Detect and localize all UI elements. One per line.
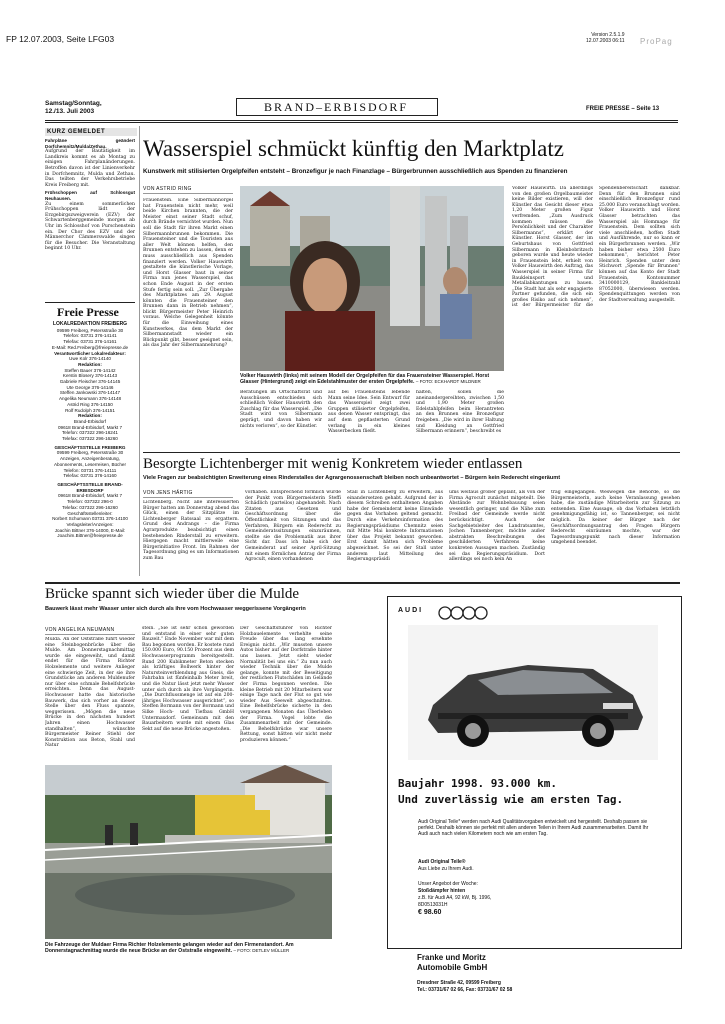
audi-tagline-1: Audi Original Teile®: [418, 859, 466, 865]
gs2-line: Joachin Bittner 376-14000, E-Mail:: [54, 527, 126, 533]
redaktion-title: LOKALREDAKTION FREIBERG: [52, 321, 128, 327]
article1-end-rule: [143, 452, 680, 453]
sidebar-rule: [45, 302, 135, 303]
article2-col4: ums weitaus größer geplant, als von der Firma Agrocult zunächst mitgeteilt. Die Abstände zur Wohnbebauung seien wesentlich geringer, und die Nähe zum Freibad der Gemeinde werde nicht berücksichtigt. Auch der Sachgebietsleiter des Landratsamtes, Jochen Tannenberger, möchte außer abstrakten Beschreibungen des geschilderten Verfahrens keine konkreten Aussagen machen. Zuständig sei das Regierungspräsidium. Dort allerdings sei noch kein An: [449, 490, 545, 563]
ad-dealer-1: Franke und Moritz: [417, 953, 486, 962]
date-line-1: Samstag/Sonntag,: [45, 100, 102, 107]
article1-photo-credit: – FOTO: ECKHARDT MILDNER: [415, 379, 481, 384]
article1-col1: Frauenstein. Eine Silbermannorgel hat Frauenstein nicht mehr, weil beide Kirchen brannten, die der Meister einst seiner Stadt schuf, durch Brände vernichtet wurden. Nun soll die Stadt für ihren Markt einen Silbermannbrunnen bekommen. Die Frauensteiner und die Touristen aus aller Welt können helfen, den Brunnen entstehen zu lassen, denn er muss ausschließlich aus Spenden finanziert werden. Volker Hauswirth gestaltete die künstlerische Vorlage, und Horst Glasser baut in seiner Firma nun jenes Wasserspiel, das schon Ende August in der ersten Stufe fertig sein soll. „Zur Übergabe des Marktplatzes am 29. August könnten die Frauensteiner den Brunnen dann in Betrieb nehmen“, blickt Bürgermeister Peter Heinrich voraus. Welche Gelegenheit könnte für die Einweihung eines Kunstwerkes, das dem Markt der Silbermannstadt wieder ein Blickpunkt gibt, besser geeignet sein, als das Jahr der Silbermannehrung?: [143, 198, 233, 349]
article1-subhead: Kunstwerk mit stilisierten Orgelpfeifen entsteht – Bronzefigur je nach Finanzlage – Bürgerbrunnen ausschließlich aus Spenden zu finanzieren: [143, 168, 568, 175]
redaktion2-line: Telefax: 037322 296-16260: [62, 436, 118, 442]
article3-caption-text: Die Fahrzeuge der Muldaer Firma Richter Holzelemente gelangen wieder auf den Firmenstandort. Am Donnerstagnachmittag wurde die neue Brücke an der Oststraße eingeweiht.: [45, 942, 294, 954]
header-rule: [45, 120, 678, 121]
gs2-line: Geschäftsstellenleiter:: [67, 510, 113, 516]
verantwortlich-name: Uwe Kolr 376-14140: [69, 356, 111, 362]
audi-body: Audi Original Teile* werden nach Audi Qualitätsvorgaben entwickelt und hergestellt. Deshalb passen sie perfekt. Deshalb können sie perfekt mit allen anderen Teilen in Ihrem Audi zusammenarbeiten. Damit Ihr Audi auch nach vielen Kilometern noch wie am ersten Tag.: [418, 819, 649, 838]
article3-photo: [45, 765, 332, 939]
staff-line: Kerstin Blosery 376-14143: [62, 373, 118, 379]
page-id: FP 12.07.2003, Seite LFG03: [6, 34, 115, 44]
gs2-line: Telefax: 037322 296-16260: [62, 504, 118, 510]
staff-line: Ute George 376-14146: [66, 384, 114, 390]
section-title: BRAND–ERBISDORF: [263, 100, 409, 114]
audi-offer-intro: Unser Angebot der Woche:: [418, 881, 478, 887]
article2-col1: Lichtenberg. Nicht alle interessierten Bürger hatten am Donnerstag abend das Glück, einen der Sitzplätze im Lichtenberger Ratssaal zu ergattern. Grund des Andrangs – die Firma Agrarprodukte beabsichtigt einen bestehenden Rinderstall zu erweitern. Hiergegen macht mittlerweile eine Bürgerinitiative Front. Im Rahmen der Tagesordnung ging es um Informationen zum Bau: [143, 500, 239, 561]
article1-photo-caption: [240, 373, 504, 385]
header-date: [45, 100, 102, 115]
article2-headline: Besorgte Lichtenberger mit wenig Konkretem wieder entlassen: [143, 456, 523, 472]
gs1-line: Telefon: 03731 376-14111: [63, 467, 117, 473]
byline-rule-3: [45, 634, 135, 635]
sidebar-divider: [139, 126, 140, 576]
gs2-line: Norbert Schumann 03731 376-14100: [52, 516, 128, 522]
article1-headline: Wasserspiel schmückt künftig den Marktplatz: [143, 136, 564, 161]
article1-right-col: Volker Hauswirth. Da allerdings von den großen Orgelbaumeister keine Bilder existieren, will der Künstler das Gesicht dieser etwa 1,20 Meter großen Figur verfremden. „Zum Ausdruck kommen müssen die Persönlichkeit und der Charakter Silbermanns“, erklärt der Künstler. Horst Glasser, der im Geburtshaus von Gottfried Silbermann in Kleinbobritzsch geboren wurde und heute wieder in Frauenstein lebt, erhielt von Volker Hauswirth den Auftrag, das Wasserspiel in seiner Firma für Baukleinsport und Metallabkantungen zu bauen. „Die Stadt hat als sehr engagierte Partner gefunden, die sich ein großes Risiko auf sich nehmen“, ist der Bürgermeister für die Spendenbereitschaft dankbar. Denn für den Brunnen sind einschließlich Bronzefigur rund 25.000 Euro veranschlagt worden. Volker Hauswirth und Horst Glasser betrachten das Wasserspiel als Hommage für Frauenstein. Dem sollten sich viele anschließen, hoffen Stadt und Ausführende, nur so kann er ein Bürgerbrunnen werden. „Wir haben bisher etwa 2500 Euro bekommen“, berichtet Peter Heinrich. Spenden unter dem Stichwort „Spende für Brunnen“ können auf das Konto der Stadt Frauenstein, Kontonummer 3410000129, Bankleitzahl 87052000, überwiesen werden. Spendenquittungen werden von der Stadtverwaltung ausgestellt.: [512, 186, 680, 309]
gs2-line: Telefon: 037322 296-0: [67, 499, 113, 505]
redaktion2-line: Brand-Erbisdorf: [73, 418, 107, 424]
gs2-line: Verlagsleiter/Anzeigen:: [66, 521, 114, 527]
article2-col3: Stall in Lichtenberg zu erweitern, aus einandersetzen gehabt. Aufgrund der in diesem Schreiben enthaltenen Angaben habe der Gemeinderat keine Einwände gegen das Vorhaben geltend gemacht. Durch eine Verkehrsinformation des Regierungspräsidiums Chemnitz seien mit Mitte Mai konkrete Informationen über das Projekt bekannt geworden. Erst damit hätten sich Probleme abgezeichnet. So sei der Stall unter anderem laut Mitteilung des Regierungspräsidi: [347, 490, 443, 563]
gs1-title: GESCHÄFTSSTELLE FREIBERG: [54, 444, 126, 450]
gs2-line: 09618 Brand-Erbisdorf, Markt 7: [57, 493, 123, 499]
freie-presse-logo: Freie Presse: [57, 305, 119, 319]
article2-col2: vorhaben. Entsprechend förmlich wurde der Punkt vom Bürgermeisterin Steffi Schädlich (parteilos) abgehandelt. Nach Zitaten aus Gesetzen und Geschäftsordnung über die Öffentlichkeit von Sitzungen und das Verfahren, Bürgern ein Rederecht zu Gemeinderatssitzungen einzuräumen, stellte sie die Problematik aus ihrer Sicht dar. Dass ich habe sich der Gemeinderat auf seiner April-Sitzung mit einem förmlichen Antrag der Firma Agrocult, einen vorhandenen: [245, 490, 341, 563]
version-text: Version 2.5.1.9: [591, 32, 625, 38]
header-rule-2: [45, 122, 678, 123]
verantwortlich-title: Verantwortlicher Lokalredakteur:: [54, 350, 126, 356]
kurz-gemeldet-news: [45, 138, 135, 252]
audi-tagline-2: Aus Liebe zu Ihrem Audi.: [418, 866, 474, 872]
article2-subhead: Viele Fragen zur beabsichtigten Erweiterung eines Rinderstalles der Agrargenossenschaft bleiben noch unbeantwortet – Bürgern kein Rederecht eingeräumt: [143, 475, 561, 481]
date-line-2: 12./13. Juli 2003: [45, 107, 95, 115]
audi-headline-2: Und zuverlässig wie am ersten Tag.: [398, 793, 624, 806]
gs2-line: Joachim.Bittner@freiepresse.de: [57, 533, 123, 539]
staff-line: Rolf Rudolph 376-14151: [65, 407, 115, 413]
redaktion2-title: Redaktion:: [78, 413, 102, 419]
article2-col5: trag eingegangen. Weswegen die Behörde, so die Bürgermeisterin, auch keine Veranlassung gesehen habe, die zuständige Mitarbeiterin zur Sitzung zu entsenden. Eine Aussage, ob das Vorhaben letztlich genehmigungsfähig ist, so Tannenberger, sei nicht möglich. Da keiner der Bürger nach der Geschäftsordnungsantrag den Fragen Bürgern Rederecht einräumen mochte, war der Tagesordnungspunkt nach dieser Information umgehend beendet.: [551, 490, 680, 546]
news2-body: Zu einem sommerlichen Frühschoppen lädt der Erzgebirgszweigverein (EZV) der Schwartenberggemeinde morgen ab Uhr im Schlosshof von Purschenstein ein. Der Chor des EZV und der Männerchor Cämmerswalde singen für die Besucher. Die Veranstaltung beginnt 10 Uhr.: [45, 201, 135, 252]
staff-line: Astrid Ring 376-14150: [67, 401, 113, 407]
staff-line: Steffen Jankowski 376-14147: [59, 390, 121, 396]
article3-col2: stein. „Sie ist sehr schön geworden und entstand in einer sehr guten Bauzeit.“ Ende November war mit dem Bau begonnen worden. Er kostete rund 150.000 Euro, 90.150 Prozent aus dem Hochwasserprogramm bereitgestellt. Rund 200 Kubikmeter Beton stecken als kräftiges Bollwerk hinter der Natursteinverblendung aus Gneis, die Fahrbahn ist fünfeinhalb Meter breit, und die Natur lässt jetzt mehr Wasser unter sich durch als ihre Vorgängerin. „Die Durchflussmenge ist auf ein 200-jähriges Hochwasser ausgerichtet“, so Steffen Bormann von der Bormann und Silke Hoch- und Tiefbau GmbH Untermaxdorf. Gemeinsam mit den Bauarbeitern wurde mit einem Glas Sekt auf die neue Brücke angestoßen.: [142, 626, 234, 732]
photo-men-with-pipe-model: [240, 186, 504, 371]
audi-headline-1: Baujahr 1998. 93.000 km.: [398, 777, 557, 790]
audi-offer-item: Stoßdämpfer hinten: [418, 888, 466, 894]
gs1-line: Telefax: 03731 376-14160: [63, 473, 117, 479]
audi-brand: AUDI: [398, 607, 424, 614]
photo-bridge-truck: [45, 765, 332, 939]
redaktion-box: [45, 322, 135, 539]
article3-col3: Der Geschäftsführer von Richter Holzbauelemente verhehlte seine Freude über das lang ersehnte Ereignis nicht. „Wir mussten unsere Autos bisher auf der Dorfstraße hinter uns lassen. Jetzt sieht wieder Normalität bei uns ein.“ Zu nun auch wieder Technik über die Mulde gelange, konnte mit der Beseitigung der restlichen Flutschäden im Gelände der Firma begonnen werden. Die kleine Betrieb mit 20 Mitarbeitern war einige Tage nach der Flut so gut wie wieder Aus Seewelt abgeschnitten. Eine Behelfsbrücke sicherte in den vergangenen Monaten das Überleben der Firma. Vogel lobte die Zusammenarbeit mit der Gemeinde. „Die Behelfsbrücke war unsere Rettung, sonst hätten wir nicht mehr produzieren können.“: [240, 626, 332, 743]
news1-head: Fahrpläne geändert Dorfchemnitz/Mulda/Zethau.: [45, 138, 135, 149]
gs1-line: 09599 Freiberg, Petersstraße 30: [56, 450, 124, 456]
article3-subhead: Bauwerk lässt mehr Wasser unter sich durch als ihre vom Hochwasser weggerissene Vorgängerin: [45, 606, 306, 612]
staff-title: Redaktion:: [78, 361, 102, 367]
article1-col5: halten, sollen die aneinandergereihten, zwischen 1,50 und 1,90 Meter großen Edelstahlpfeifen beim Herantreten an den Brunnen eine Bronzefigur freigeben. „Die wird in ihrer Haltung und Kleidung an Gottfried Silbermann erinnern“, beschreibt es: [416, 390, 504, 435]
article1-col3: Beratungen im Ortschaftsrat und Ausschüssen entschieden sich schließlich Volker Hauswirth den Zuschlag für das Wasserspiel. „Die Stadt wird von Silbermann geprägt, und davon haben wir nichts verloren“, so der Künstler.: [240, 390, 322, 429]
version-info: [586, 32, 625, 44]
gs1-line: Anzeigen, Anzeigenberatung,: [59, 456, 121, 462]
ad-phone: Tel.: 03731/67 02 66, Fax: 03731/67 02 58: [417, 987, 513, 993]
article1-photo: [240, 186, 504, 371]
staff-line: Steffen Bauer 376-14142: [64, 367, 116, 373]
audi-price: € 98.60: [418, 909, 442, 916]
gs1-line: Abonnements, Leserreisen, Bücher: [53, 461, 126, 467]
article2-byline: VON JENS HÄRTIG: [143, 490, 193, 496]
gs2-title: GESCHÄFTSSTELLE BRAND-ERBISDORF: [57, 481, 123, 493]
article1-caption-text: Volker Hauswirth (links) mit seinem Modell der Orgelpfeifen für das Frauensteiner Wasserspiel. Horst Glasser (Hintergrund) zeigt ein Edelstahlmuster der ersten Orgelpfeife.: [240, 373, 490, 385]
redaktion2-line: 09618 Brand-Erbisdorf, Markt 7: [57, 424, 123, 430]
article3-photo-caption: [45, 942, 332, 954]
ad-dealer-2: Automobile GmbH: [417, 963, 488, 972]
redaktion-line: 09599 Freiberg, Petersstraße 30: [56, 327, 124, 333]
watermark: ProPag: [640, 37, 673, 46]
article1-col4: auf bei Frauensteins lebende Mann seine Idee. Sein Entwurf für das Wasserspiel zeigt zwei Gruppen stilisierter Orgelpfeifen, aus denen Wasser entspringt, das auf dem gepflasterten Grund verlang in ein kleines Wasserbecken fließt.: [328, 390, 410, 435]
article3-col1: Mulda. An der Oststraße führt wieder eine Steinbogenbrücke über die Mulde. Am Donnerstagnachmittag wurde sie eingeweiht, und damit endet für die Firma Richter Holzelemente und weitere Anlieger eine schwierige Zeit, in der sie ihre Grundstücke am anderen Muldenufer nur über eine schmale Behelfsbrücke erreichten. Denn das August-Hochwasser hatte das historische Bauwerk, das sich vorher an dieser Stelle über den Fluss spannte, weggerissen. „Mögen die neue Brücke in den nächsten hundert Jahren einen Hochwasser standhalten“, wünschte Bürgermeister Reiner Stiehl der Konstruktion aus Beton, Stahl und Natur: [45, 637, 135, 749]
article1-byline: VON ASTRID RING: [143, 186, 192, 192]
article2-end-rule: [45, 582, 680, 584]
staff-line: Angelika Neumann 376-14148: [58, 396, 122, 402]
audi-car-image: [408, 625, 658, 760]
byline-rule: [143, 193, 233, 194]
article3-headline: Brücke spannt sich wieder über die Mulde: [45, 586, 300, 602]
kurz-gemeldet-title: KURZ GEMELDET: [45, 128, 137, 136]
redaktion2-line: Telefon: 037322 296-16241: [62, 430, 118, 436]
news1-body: Aufgrund der Bautätigkeit im Landkreis kommt es ab Montag zu einigen Fahrplanänderungen. Betroffen davon ist der Linienverkehr in Dorfchemnitz, Mulda und Zethau. Das teilten der Verkehrsbetriebe Kreis Freiberg mit.: [45, 149, 135, 188]
byline-rule-2: [143, 497, 233, 498]
ad-address: Dresdner Straße 42, 09599 Freiberg: [417, 980, 501, 986]
article3-photo-credit: – FOTO: DETLEV MÜLLER: [233, 948, 290, 953]
news2-head: Frühschoppen auf Schlossgut Neuhausen.: [45, 190, 135, 201]
audi-offer-detail-2: 8D0513031H: [418, 902, 448, 908]
redaktion-line: Telefax: 03731 376-14161: [63, 339, 117, 345]
page-number: FREIE PRESSE – Seite 13: [586, 106, 660, 112]
audi-offer-detail-1: z.B. für Audi A4, 92 kW, Bj. 1996,: [418, 895, 492, 901]
article3-byline: VON ANGELIKA NEUMANN: [45, 627, 115, 633]
redaktion-line: E-Mail: Red.Freiberg@freiepresse.de: [51, 344, 129, 350]
timestamp-text: 12.07.2003 06:11: [586, 38, 625, 44]
staff-line: Gabriele Fleischer 376-14145: [59, 379, 121, 385]
audi-ad: [387, 596, 682, 949]
redaktion-line: Telefon: 03731 376-14141: [63, 333, 117, 339]
audi-rings-icon: [438, 605, 490, 624]
